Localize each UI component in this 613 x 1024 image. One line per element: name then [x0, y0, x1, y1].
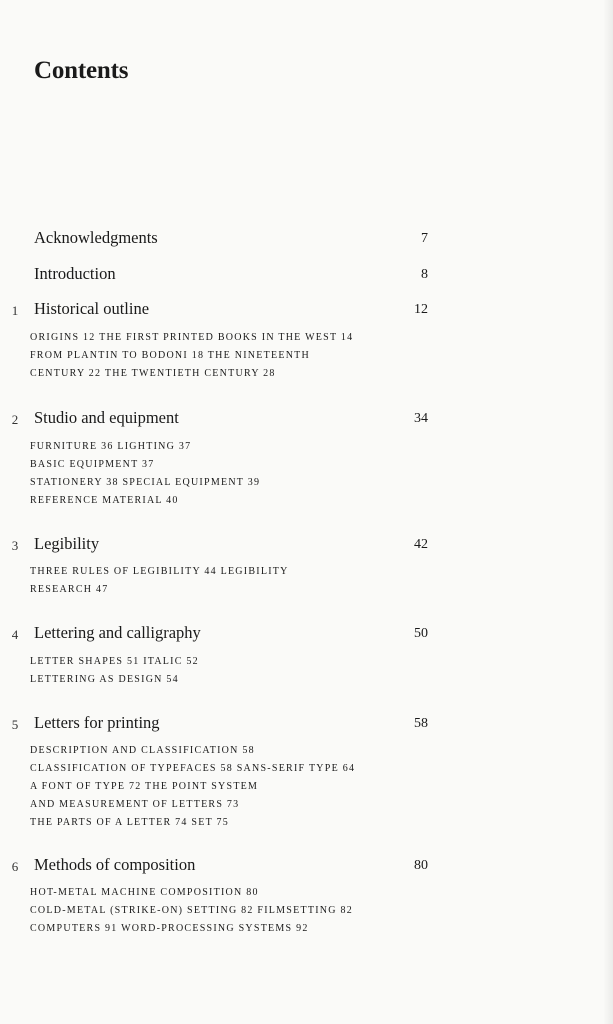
subtopic-line: RESEARCH 47	[30, 584, 109, 595]
chapter-number: 2	[11, 412, 19, 427]
subtopic-line: REFERENCE MATERIAL 40	[30, 495, 179, 506]
chapter-number: 6	[11, 859, 19, 874]
subtopic-line: ORIGINS 12 THE FIRST PRINTED BOOKS IN THE WEST 14	[30, 332, 354, 343]
page-number: 7	[421, 231, 428, 246]
subtopic-line: FURNITURE 36 LIGHTING 37	[30, 441, 192, 452]
chapter-number: 4	[11, 627, 19, 642]
subtopic-line: AND MEASUREMENT OF LETTERS 73	[30, 799, 240, 810]
subtopic-line: COLD-METAL (STRIKE-ON) SETTING 82 FILMSETTING 82	[30, 905, 353, 916]
chapter-heading: Legibility	[34, 534, 100, 553]
chapter-heading: Historical outline	[34, 299, 150, 318]
chapter-heading: Letters for printing	[34, 713, 160, 732]
page-number: 34	[414, 411, 428, 426]
subtopic-line: STATIONERY 38 SPECIAL EQUIPMENT 39	[30, 477, 261, 488]
subtopic-line: HOT-METAL MACHINE COMPOSITION 80	[30, 887, 259, 898]
page-edge-shadow	[603, 0, 613, 1024]
page-number: 50	[414, 626, 428, 641]
subtopic-line: FROM PLANTIN TO BODONI 18 THE NINETEENTH	[30, 350, 310, 361]
subtopic-line: CENTURY 22 THE TWENTIETH CENTURY 28	[30, 368, 276, 379]
subtopic-list	[30, 742, 430, 832]
subtopic-line: THE PARTS OF A LETTER 74 SET 75	[30, 817, 230, 828]
subtopic-line: LETTERING AS DESIGN 54	[30, 674, 179, 685]
chapter-heading: Introduction	[34, 264, 116, 283]
page-number: 80	[414, 858, 428, 873]
chapter-heading: Lettering and calligraphy	[34, 623, 201, 642]
subtopic-list	[30, 329, 430, 383]
chapter-number: 5	[11, 717, 19, 732]
subtopic-line: LETTER SHAPES 51 ITALIC 52	[30, 656, 199, 667]
subtopic-line: THREE RULES OF LEGIBILITY 44 LEGIBILITY	[30, 566, 289, 577]
chapter-heading: Studio and equipment	[34, 408, 179, 427]
page-number: 8	[421, 267, 428, 282]
subtopic-list	[30, 884, 430, 938]
chapter-heading: Methods of composition	[34, 855, 196, 874]
subtopic-line: DESCRIPTION AND CLASSIFICATION 58	[30, 745, 255, 756]
chapter-heading: Acknowledgments	[34, 228, 158, 247]
subtopic-line: A FONT OF TYPE 72 THE POINT SYSTEM	[30, 781, 259, 792]
page-number: 42	[414, 537, 428, 552]
subtopic-line: COMPUTERS 91 WORD-PROCESSING SYSTEMS 92	[30, 923, 309, 934]
page-number: 12	[414, 302, 428, 317]
subtopic-line: CLASSIFICATION OF TYPEFACES 58 SANS-SERIF TYPE 64	[30, 763, 356, 774]
page-title: Contents	[34, 57, 129, 84]
chapter-number: 3	[11, 538, 19, 553]
page-number: 58	[414, 716, 428, 731]
subtopic-list	[30, 563, 430, 599]
subtopic-line: BASIC EQUIPMENT 37	[30, 459, 155, 470]
chapter-number: 1	[11, 303, 19, 318]
subtopic-list	[30, 653, 430, 689]
subtopic-list	[30, 438, 430, 510]
